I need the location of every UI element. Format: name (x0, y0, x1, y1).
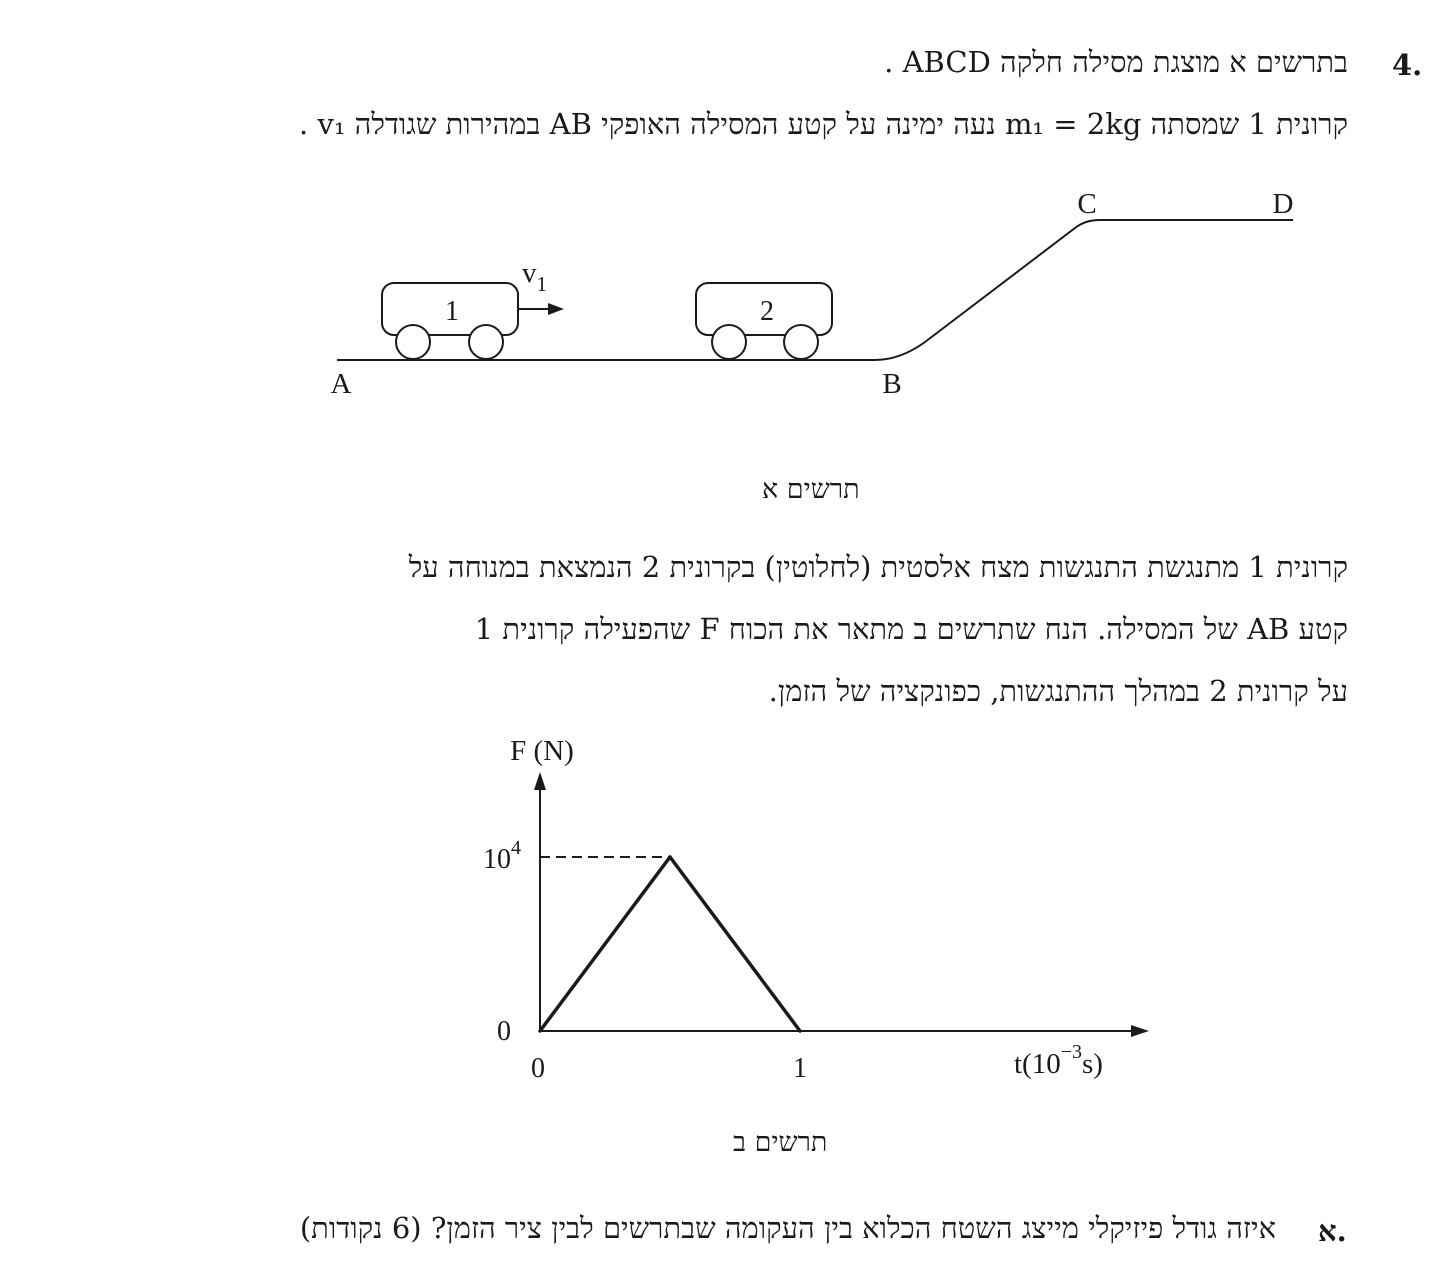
y-peak-tick-label: $10^4$ (483, 837, 521, 875)
paragraph-line-3: על קרונית 2 במהלך ההתנגשות, כפונקציה של הזמן. (768, 674, 1348, 708)
question-line-2: קרונית 1 שמסתה m₁ = 2kg נעה ימינה על קטע המסילה האופקי AB במהירות שגודלה v₁ . (299, 107, 1348, 141)
diagram-a-caption: תרשים א (762, 474, 860, 505)
point-b-label: B (882, 368, 902, 400)
cart-2 (696, 283, 832, 359)
velocity-subscript: 1 (536, 272, 547, 296)
cart-1 (382, 283, 518, 359)
point-c-label: C (1077, 188, 1097, 220)
y-axis-label: F (N) (510, 735, 574, 767)
point-a-label: A (330, 368, 352, 400)
question-line-1: בתרשים א מוצגת מסילה חלקה ABCD . (884, 45, 1348, 79)
part-a-question: איזה גודל פיזיקלי מייצג השטח הכלוא בין העקומה שבתרשים לבין ציר הזמן? (430, 1211, 1276, 1245)
part-a-label: א. (1318, 1214, 1347, 1248)
y-zero-tick-label: 0 (497, 1016, 511, 1047)
force-curve-segment (540, 857, 670, 1031)
velocity-arrowhead (548, 303, 564, 315)
x-axis-label: $t(10^{-3}s)$ (1014, 1041, 1103, 1080)
force-curve-segment (670, 857, 800, 1031)
x-zero-tick-label: 0 (531, 1053, 545, 1084)
question-number: 4. (1392, 48, 1423, 82)
part-a-points: (6 נקודות) (299, 1211, 422, 1245)
velocity-label: $v_1$ (522, 257, 547, 296)
x-axis-arrowhead (1131, 1025, 1149, 1037)
force-time-graph (0, 720, 1451, 1120)
x-one-tick-label: 1 (793, 1053, 807, 1084)
part-a-text (299, 1211, 1276, 1245)
cart-2-label: 2 (760, 296, 774, 327)
diagram-b-caption: תרשים ב (733, 1127, 828, 1158)
diagram-a (0, 0, 1451, 470)
paragraph-line-1: קרונית 1 מתנגשת התנגשות מצח אלסטית (לחלוטין) בקרונית 2 הנמצאת במנוחה על (408, 550, 1348, 584)
point-d-label: D (1272, 188, 1294, 220)
cart-1-label: 1 (445, 296, 459, 327)
paragraph-line-2: קטע AB של המסילה. הנח שתרשים ב מתאר את הכוח F שהפעילה קרונית 1 (474, 612, 1348, 646)
y-axis-arrowhead (534, 772, 546, 790)
